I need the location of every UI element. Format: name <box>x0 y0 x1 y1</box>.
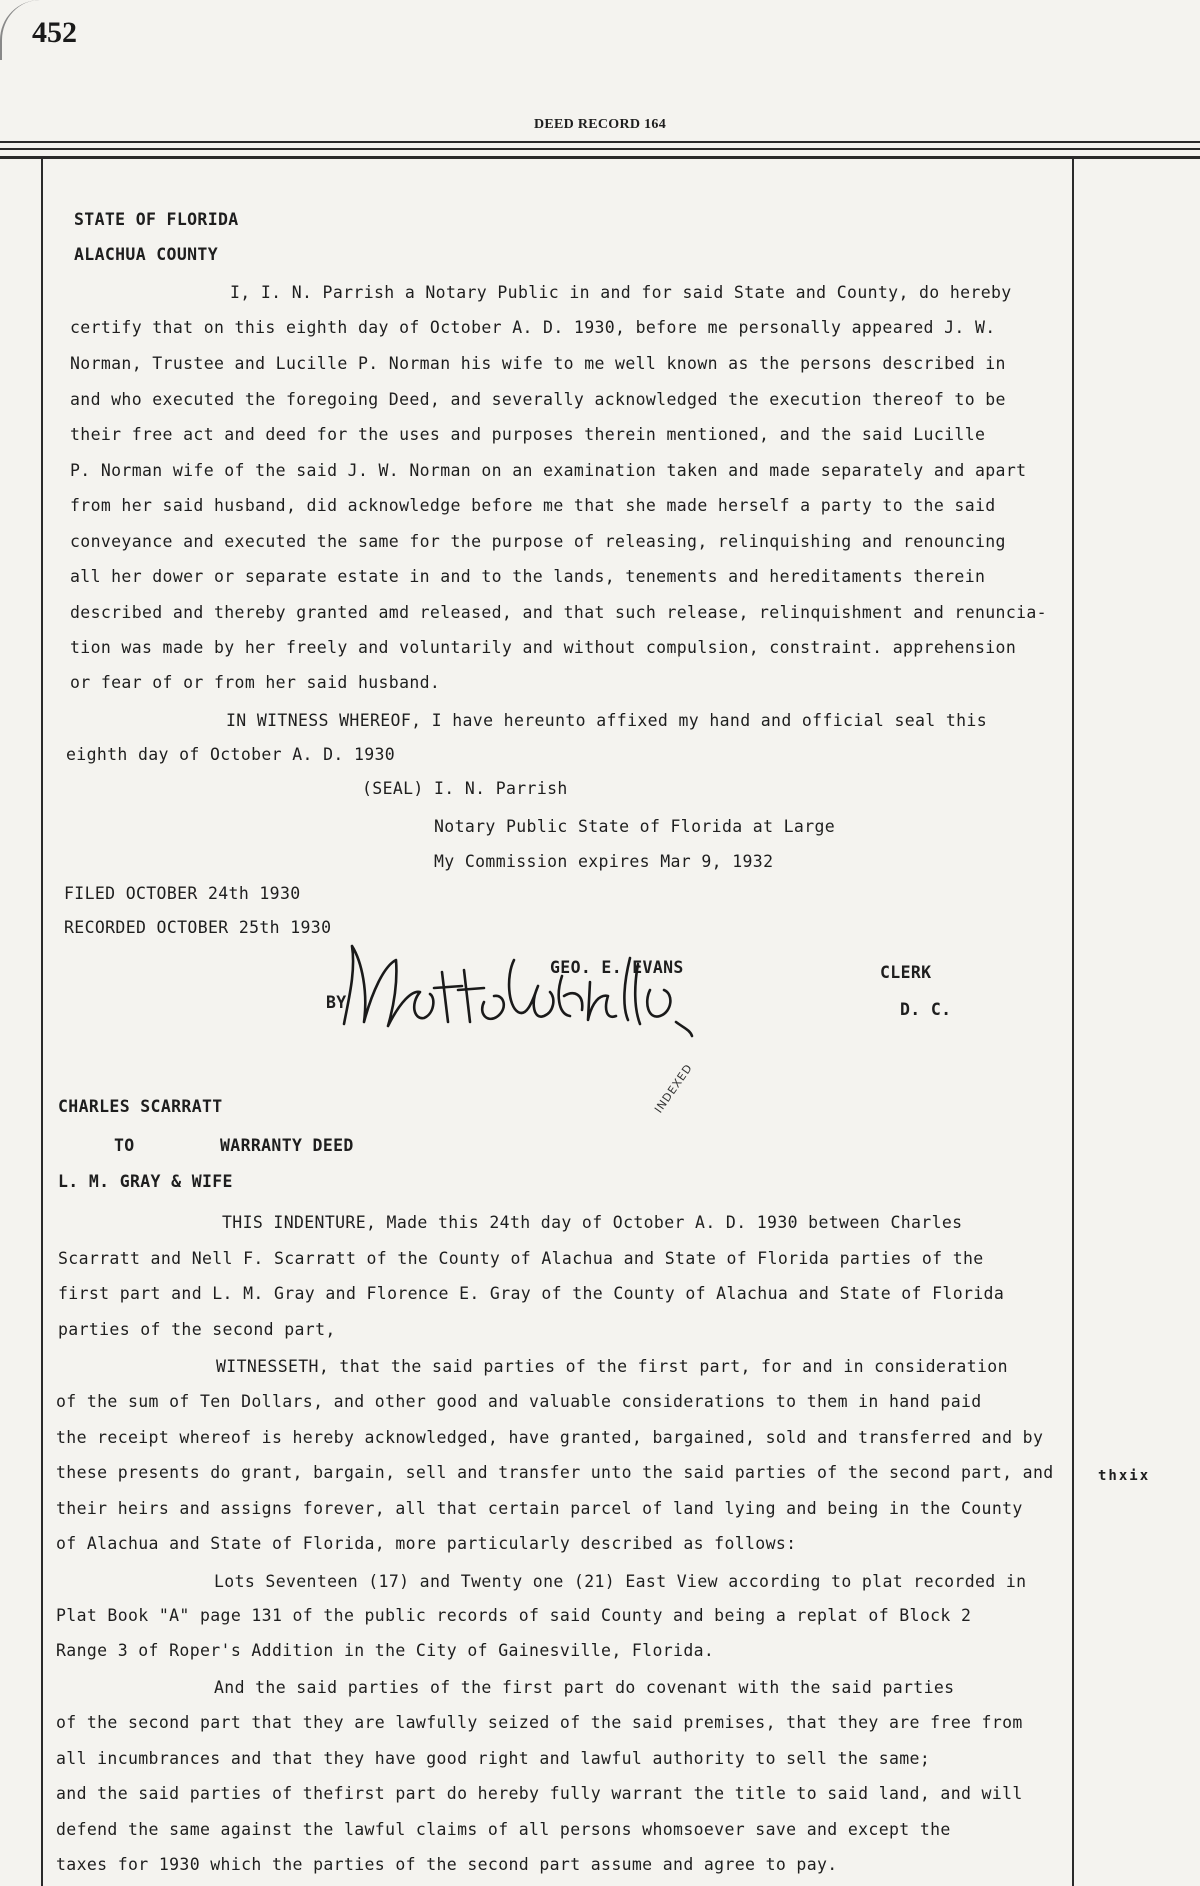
notary-body-line: their free act and deed for the uses and purposes therein mentioned, and the said Lucille <box>70 425 986 444</box>
witnesseth-line: of Alachua and State of Florida, more particularly described as follows: <box>56 1534 797 1553</box>
notary-body-line: and who executed the foregoing Deed, and severally acknowledged the execution thereof to be <box>70 390 1006 409</box>
deputy-title: D. C. <box>900 1000 952 1019</box>
notary-body-line: I, I. N. Parrish a Notary Public in and for said State and County, do hereby <box>230 283 1012 302</box>
commission-expiry: My Commission expires Mar 9, 1932 <box>434 852 774 871</box>
indenture-line: Scarratt and Nell F. Scarratt of the County of Alachua and State of Florida parties of the <box>58 1249 984 1268</box>
header-rule <box>0 156 1200 159</box>
witnesseth-line: the receipt whereof is hereby acknowledged, have granted, bargained, sold and transferred and by <box>56 1428 1044 1447</box>
notary-body-line: or fear of or from her said husband. <box>70 673 441 692</box>
lot-description-line: Plat Book "A" page 131 of the public records of said County and being a replat of Block 2 <box>56 1606 972 1625</box>
header-rule <box>0 148 1200 150</box>
notary-title: Notary Public State of Florida at Large <box>434 817 836 836</box>
covenant-line: all incumbrances and that they have good right and lawful authority to sell the same; <box>56 1749 931 1768</box>
indenture-line: parties of the second part, <box>58 1320 336 1339</box>
indexed-stamp: INDEXED <box>652 1061 696 1116</box>
right-margin-line <box>1072 158 1074 1886</box>
page-number: 452 <box>32 16 77 49</box>
indenture-line: first part and L. M. Gray and Florence E. Gray of the County of Alachua and State of Florida <box>58 1284 1005 1303</box>
margin-strikeout: thxix <box>1098 1468 1151 1484</box>
covenant-line: taxes for 1930 which the parties of the second part assume and agree to pay. <box>56 1855 838 1874</box>
witnesseth-line: their heirs and assigns forever, all that certain parcel of land lying and being in the County <box>56 1499 1023 1518</box>
notary-body-line: certify that on this eighth day of October A. D. 1930, before me personally appeared J. W. <box>70 318 996 337</box>
by-label: BY <box>326 993 347 1012</box>
lot-description-line: Lots Seventeen (17) and Twenty one (21) East View according to plat recorded in <box>214 1572 1027 1591</box>
witness-line: eighth day of October A. D. 1930 <box>66 745 396 764</box>
notary-body-line: conveyance and executed the same for the purpose of releasing, relinquishing and renouncing <box>70 532 1006 551</box>
notary-body-line: P. Norman wife of the said J. W. Norman on an examination taken and made separately and apart <box>70 461 1027 480</box>
notary-body-line: Norman, Trustee and Lucille P. Norman his wife to me well known as the persons described in <box>70 354 1006 373</box>
notary-body-line: tion was made by her freely and voluntarily and without compulsion, constraint. apprehension <box>70 638 1017 657</box>
to-label: TO <box>114 1136 135 1155</box>
covenant-line: and the said parties of thefirst part do hereby fully warrant the title to said land, and will <box>56 1784 1023 1803</box>
covenant-line: And the said parties of the first part do covenant with the said parties <box>214 1678 955 1697</box>
witnesseth-line: WITNESSETH, that the said parties of the first part, for and in consideration <box>216 1357 1008 1376</box>
indenture-line: THIS INDENTURE, Made this 24th day of October A. D. 1930 between Charles <box>222 1213 963 1232</box>
notary-body-line: described and thereby granted amd released, and that such release, relinquishment and renuncia- <box>70 603 1047 622</box>
book-header: DEED RECORD 164 <box>533 117 667 132</box>
venue-county: ALACHUA COUNTY <box>74 245 218 264</box>
witnesseth-line: these presents do grant, bargain, sell and transfer unto the said parties of the second part, and <box>56 1463 1054 1482</box>
notary-body-line: all her dower or separate estate in and to the lands, tenements and hereditaments therein <box>70 567 986 586</box>
clerk-title: CLERK <box>880 963 932 982</box>
covenant-line: defend the same against the lawful claims of all persons whomsoever save and except the <box>56 1820 951 1839</box>
deputy-clerk-signature <box>338 932 718 1042</box>
recorded-date: RECORDED OCTOBER 25th 1930 <box>64 918 332 937</box>
seal-line: (SEAL) I. N. Parrish <box>362 779 568 798</box>
grantor-name: CHARLES SCARRATT <box>58 1097 223 1116</box>
deed-type: WARRANTY DEED <box>220 1136 354 1155</box>
covenant-line: of the second part that they are lawfully seized of the said premises, that they are free from <box>56 1713 1023 1732</box>
left-margin-line <box>41 158 43 1886</box>
lot-description-line: Range 3 of Roper's Addition in the City of Gainesville, Florida. <box>56 1641 715 1660</box>
clerk-name: GEO. E. EVANS <box>550 958 684 977</box>
header-rule <box>0 141 1200 143</box>
grantee-name: L. M. GRAY & WIFE <box>58 1172 233 1191</box>
venue-state: STATE OF FLORIDA <box>74 210 239 229</box>
filed-date: FILED OCTOBER 24th 1930 <box>64 884 301 903</box>
witnesseth-line: of the sum of Ten Dollars, and other good and valuable considerations to them in hand paid <box>56 1392 982 1411</box>
notary-body-line: from her said husband, did acknowledge before me that she made herself a party to the said <box>70 496 996 515</box>
witness-line: IN WITNESS WHEREOF, I have hereunto affixed my hand and official seal this <box>226 711 988 730</box>
